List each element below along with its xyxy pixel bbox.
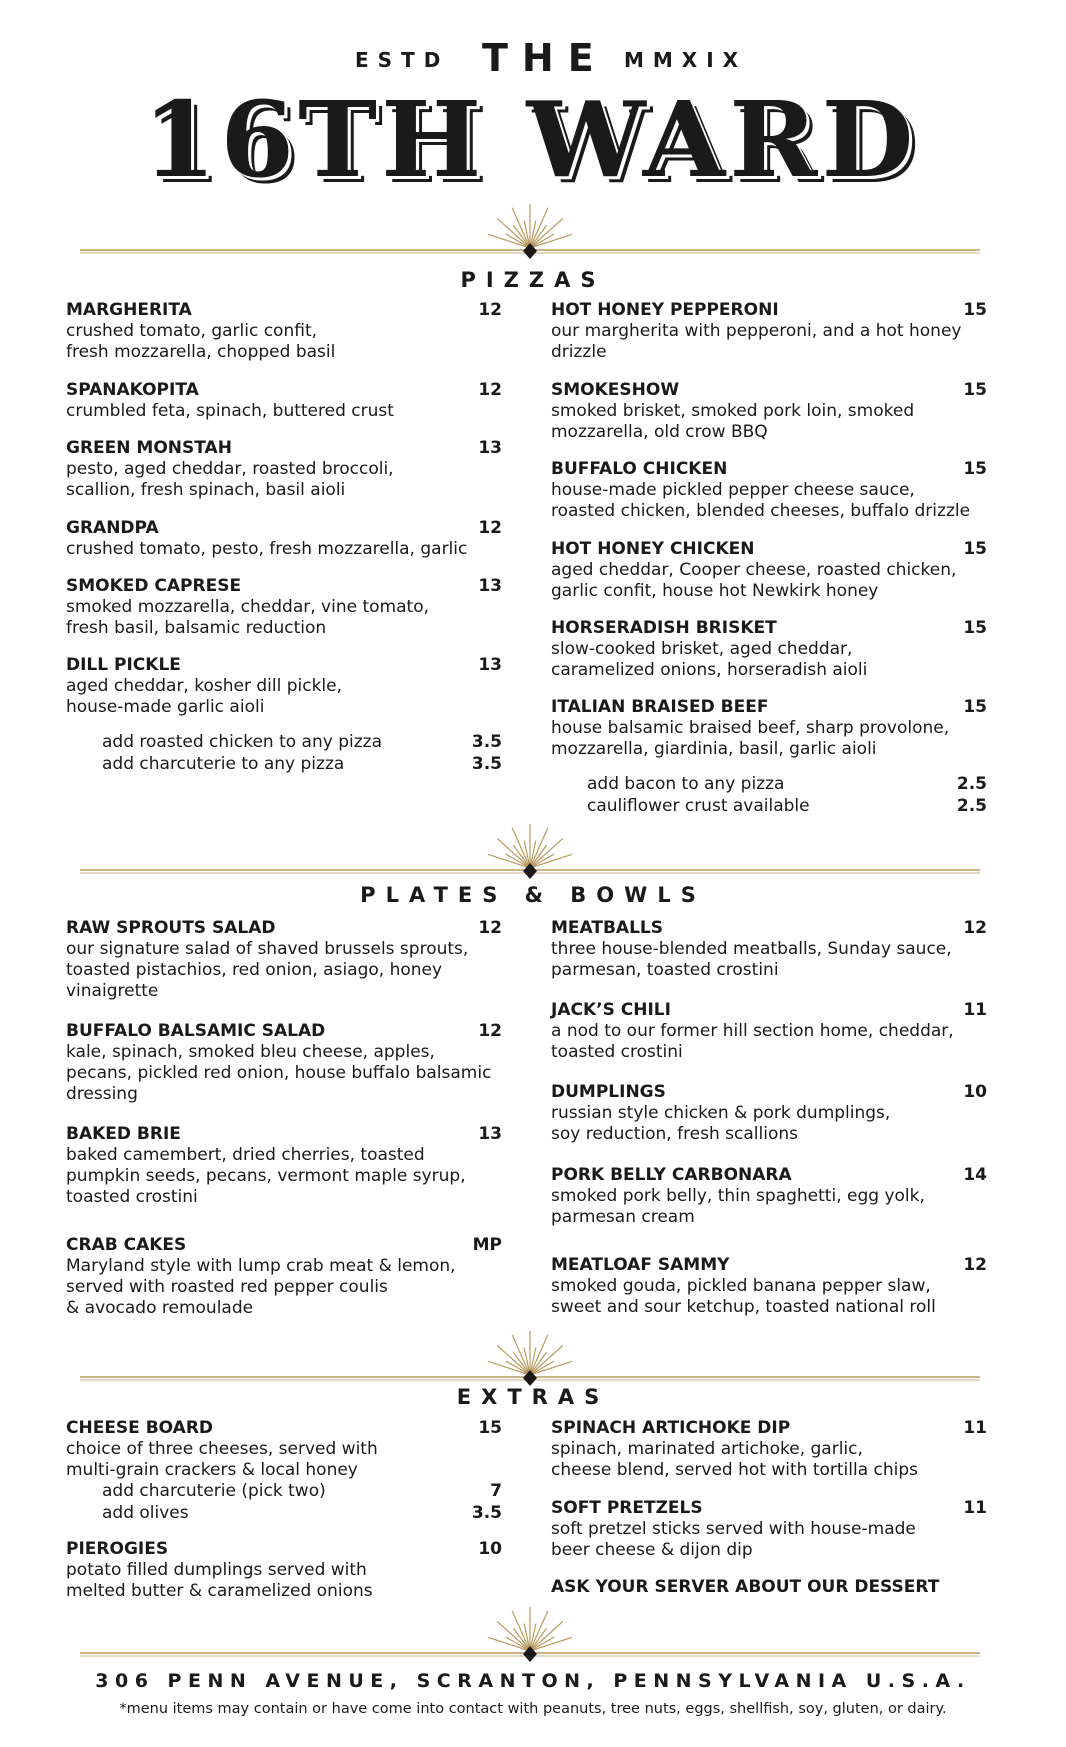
item-name: CRAB CAKES	[66, 1235, 187, 1255]
menu-item	[551, 459, 987, 522]
item-description: smoked gouda, pickled banana pepper slaw, sweet and sour ketchup, toasted national roll	[551, 1276, 936, 1317]
addon-row: add bacon to any pizza 2.5	[587, 774, 987, 794]
addon-list	[66, 732, 502, 775]
item-price: 13	[478, 1124, 502, 1144]
item-description: choice of three cheeses, served with multi-grain crackers & local honey	[66, 1439, 378, 1480]
item-price: 12	[478, 300, 502, 320]
extras-right-column	[551, 1418, 987, 1598]
item-name: SOFT PRETZELS	[551, 1498, 703, 1518]
menu-item	[551, 918, 987, 981]
item-description: aged cheddar, kosher dill pickle, house-made garlic aioli	[66, 676, 343, 717]
item-name: HORSERADISH BRISKET	[551, 618, 777, 638]
brand-the: THE	[482, 36, 608, 80]
item-price: 12	[478, 1021, 502, 1041]
item-description: house balsamic braised beef, sharp provolone, mozzarella, giardinia, basil, garlic aioli	[551, 718, 950, 759]
established-label: ESTD	[355, 48, 450, 72]
sunburst-divider-2	[80, 820, 980, 880]
item-price: 11	[963, 1418, 987, 1438]
item-price: 10	[478, 1539, 502, 1559]
menu-item	[551, 1165, 987, 1228]
item-description: crushed tomato, garlic confit, fresh mozzarella, chopped basil	[66, 321, 336, 362]
item-price: 11	[963, 1498, 987, 1518]
item-description: smoked brisket, smoked pork loin, smoked mozzarella, old crow BBQ	[551, 401, 915, 442]
item-price: 15	[963, 697, 987, 717]
address: 306 PENN AVENUE, SCRANTON, PENNSYLVANIA U.S.A.	[95, 1670, 971, 1692]
menu-item	[66, 1124, 502, 1208]
item-price: 13	[478, 438, 502, 458]
item-price: 14	[963, 1165, 987, 1185]
item-name: CHEESE BOARD	[66, 1418, 214, 1438]
menu-item	[551, 539, 987, 602]
item-description: baked camembert, dried cherries, toasted pumpkin seeds, pecans, vermont maple syrup, toasted crostini	[66, 1145, 466, 1207]
item-name: MEATBALLS	[551, 918, 663, 938]
addon-row: add charcuterie to any pizza 3.5	[102, 753, 502, 774]
item-price: 12	[478, 918, 502, 938]
menu-item	[551, 300, 987, 363]
item-name: GREEN MONSTAH	[66, 438, 232, 458]
item-description: pesto, aged cheddar, roasted broccoli, scallion, fresh spinach, basil aioli	[66, 459, 394, 500]
menu-item	[551, 1255, 987, 1318]
item-price: 13	[478, 655, 502, 675]
item-name: GRANDPA	[66, 518, 159, 538]
pizzas-left-column	[66, 300, 502, 780]
item-name: BAKED BRIE	[66, 1124, 181, 1144]
menu-item	[66, 1021, 502, 1105]
item-name: BUFFALO CHICKEN	[551, 459, 728, 479]
item-name: DUMPLINGS	[551, 1082, 666, 1102]
item-name: PIEROGIES	[66, 1539, 169, 1559]
dessert-note: ASK YOUR SERVER ABOUT OUR DESSERT	[551, 1577, 940, 1597]
menu-item	[66, 438, 502, 501]
item-description: aged cheddar, Cooper cheese, roasted chicken, garlic confit, house hot Newkirk honey	[551, 560, 957, 601]
item-name: HOT HONEY CHICKEN	[551, 539, 755, 559]
plates-left-column	[66, 918, 502, 1318]
menu-item	[66, 576, 502, 639]
restaurant-name: 16TH WARD	[142, 78, 918, 201]
plates-right-column	[551, 918, 987, 1318]
item-name: SMOKESHOW	[551, 380, 680, 400]
established-year: MMXIX	[624, 48, 748, 72]
item-price: 12	[478, 518, 502, 538]
menu-item	[551, 1000, 987, 1063]
item-price: 10	[963, 1082, 987, 1102]
addon-row: cauliflower crust available 2.5	[587, 795, 987, 816]
item-description: crumbled feta, spinach, buttered crust	[66, 401, 394, 421]
sunburst-divider-4	[80, 1603, 980, 1663]
item-name: MARGHERITA	[66, 300, 192, 320]
section-title-pizzas: PIZZAS	[460, 268, 606, 292]
menu-item	[66, 518, 502, 560]
addon-list	[551, 774, 987, 817]
item-description: kale, spinach, smoked bleu cheese, apples, pecans, pickled red onion, house buffalo balsamic dressing	[66, 1042, 492, 1104]
item-description: slow-cooked brisket, aged cheddar, caramelized onions, horseradish aioli	[551, 639, 868, 680]
item-description: a nod to our former hill section home, cheddar, toasted crostini	[551, 1021, 954, 1062]
menu-item	[66, 1539, 502, 1602]
item-name: JACK’S CHILI	[551, 1000, 671, 1020]
item-price: 12	[963, 1255, 987, 1275]
item-price: 15	[963, 300, 987, 320]
item-price: 12	[963, 918, 987, 938]
extras-left-column	[66, 1418, 502, 1601]
menu-item	[66, 655, 502, 718]
menu-item	[66, 1418, 502, 1524]
item-price: 15	[963, 459, 987, 479]
item-description: crushed tomato, pesto, fresh mozzarella, garlic	[66, 539, 468, 559]
item-price: 12	[478, 380, 502, 400]
item-description: house-made pickled pepper cheese sauce, roasted chicken, blended cheeses, buffalo drizzle	[551, 480, 971, 521]
item-name: SPINACH ARTICHOKE DIP	[551, 1418, 791, 1438]
item-name: SMOKED CAPRESE	[66, 576, 242, 596]
pizzas-right-column	[551, 300, 987, 820]
menu-item	[551, 1418, 987, 1481]
item-name: ITALIAN BRAISED BEEF	[551, 697, 769, 717]
item-price: 15	[478, 1418, 502, 1438]
item-description: smoked pork belly, thin spaghetti, egg yolk, parmesan cream	[551, 1186, 925, 1227]
menu-item	[551, 380, 987, 443]
addon-row: add charcuterie (pick two) 7	[102, 1481, 502, 1501]
menu-item	[66, 1235, 502, 1319]
item-description: soft pretzel sticks served with house-made beer cheese & dijon dip	[551, 1519, 916, 1560]
item-description: Maryland style with lump crab meat & lemon, served with roasted red pepper coulis & avocado remoulade	[66, 1256, 456, 1318]
menu-item	[551, 1498, 987, 1561]
addon-row: add olives 3.5	[102, 1502, 502, 1523]
item-name: HOT HONEY PEPPERONI	[551, 300, 779, 320]
item-description: our signature salad of shaved brussels sprouts, toasted pistachios, red onion, asiago, honey vinaigrette	[66, 939, 469, 1001]
item-name: MEATLOAF SAMMY	[551, 1255, 730, 1275]
item-name: SPANAKOPITA	[66, 380, 199, 400]
sunburst-divider-1	[80, 200, 980, 260]
sunburst-divider-3	[80, 1327, 980, 1387]
menu-item	[551, 618, 987, 681]
item-name: BUFFALO BALSAMIC SALAD	[66, 1021, 326, 1041]
allergen-disclaimer: *menu items may contain or have come into contact with peanuts, tree nuts, eggs, shellfish, soy, gluten, or dairy.	[119, 1701, 947, 1717]
item-price: 13	[478, 576, 502, 596]
item-name: PORK BELLY CARBONARA	[551, 1165, 792, 1185]
item-description: smoked mozzarella, cheddar, vine tomato, fresh basil, balsamic reduction	[66, 597, 429, 638]
menu-item	[66, 300, 502, 363]
item-description: our margherita with pepperoni, and a hot honey drizzle	[551, 321, 962, 362]
section-title-extras: EXTRAS	[456, 1385, 610, 1409]
item-name: RAW SPROUTS SALAD	[66, 918, 276, 938]
menu-item	[551, 1082, 987, 1145]
addon-row: add roasted chicken to any pizza 3.5	[102, 732, 502, 752]
item-description: russian style chicken & pork dumplings, soy reduction, fresh scallions	[551, 1103, 891, 1144]
item-price: MP	[472, 1235, 502, 1255]
item-price: 11	[963, 1000, 987, 1020]
item-description: three house-blended meatballs, Sunday sauce, parmesan, toasted crostini	[551, 939, 952, 980]
menu-item	[551, 697, 987, 760]
menu-item	[66, 380, 502, 422]
item-description: potato filled dumplings served with melted butter & caramelized onions	[66, 1560, 373, 1601]
item-price: 15	[963, 539, 987, 559]
item-name: DILL PICKLE	[66, 655, 181, 675]
item-price: 15	[963, 618, 987, 638]
section-title-plates-bowls: PLATES & BOWLS	[360, 883, 706, 907]
menu-item	[66, 918, 502, 1002]
item-price: 15	[963, 380, 987, 400]
item-description: spinach, marinated artichoke, garlic, cheese blend, served hot with tortilla chips	[551, 1439, 919, 1480]
